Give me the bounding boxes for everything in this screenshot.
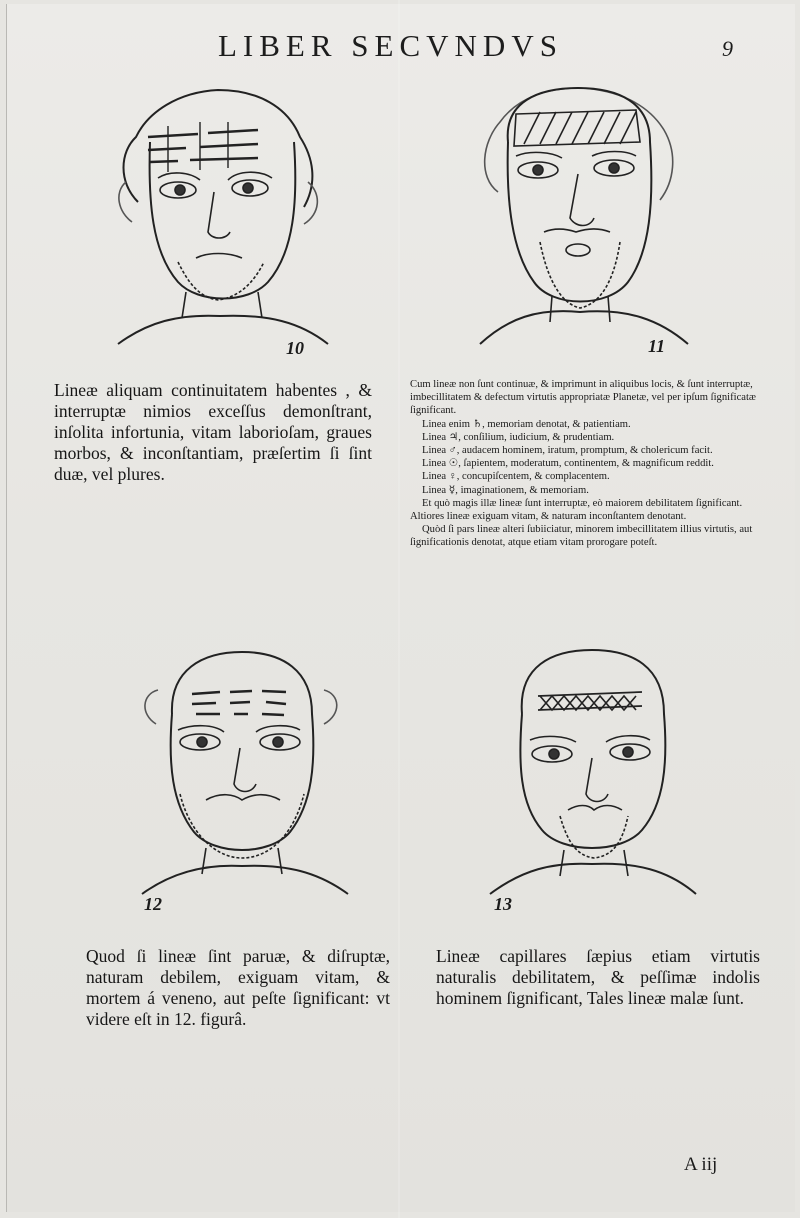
caption-paragraph: Linea ♃, conſilium, iudicium, & prudentiam. [422,431,615,443]
face-figure-13 [482,644,702,914]
figure-number-12: 12 [144,894,162,914]
face-illustration [482,644,702,906]
face-illustration [108,82,338,352]
face-illustration [468,82,698,352]
page-number: 9 [722,36,733,61]
caption-paragraph: Linea ☉, ſapientem, moderatum, continentem, & magnificum reddit. [422,458,714,470]
caption-text: Lineæ capillares ſæpius etiam virtutis naturalis debilitatem, & peſſimæ indolis hominem ſignificant, Tales lineæ malæ ſunt. [436,946,760,1008]
caption-figure-11 [410,378,762,550]
signature-mark: A iij [684,1154,718,1175]
figure-number-11: 11 [648,336,666,356]
caption-paragraph: Quòd ſi pars lineæ alteri ſubiiciatur, minorem imbecillitatem illius virtutis, aut ſignificationis denotat, atque etiam vitam prorogare poteſt. [410,524,753,549]
running-title: LIBER SECVNDVS [218,28,563,63]
caption-paragraph: Linea ♀, concupiſcentem, & complacentem. [422,471,610,483]
caption-figure-12 [86,946,390,1030]
face-figure-12 [136,644,356,914]
figure-number-10: 10 [286,338,304,358]
caption-paragraph: Linea enim ♄, memoriam denotat, & patientiam. [422,418,631,430]
caption-figure-10 [54,380,372,485]
page-crease [398,0,400,1218]
caption-paragraph: Linea ☿, imaginationem, & memoriam. [422,484,589,496]
caption-text: Quod ſi lineæ ſint paruæ, & diſruptæ, naturam debilem, exiguam vitam, & mortem á veneno, aut peſte ſignificant: vt videre eſt in 12. figurâ. [86,946,390,1029]
caption-figure-13 [436,946,760,1009]
face-illustration [136,644,356,904]
caption-paragraph: Et quò magis illæ lineæ ſunt interruptæ, eò maiorem debilitatem ſignificant. Altiores lineæ exiguam vitam, & naturam inconſtantem denotant. [410,497,743,523]
figure-number-13: 13 [494,894,512,914]
caption-paragraph: Linea ♂, audacem hominem, iratum, promptum, & cholericum facit. [422,445,713,457]
face-figure-10 [108,82,338,358]
face-figure-11 [468,82,698,356]
caption-paragraph: Cum lineæ non ſunt continuæ, & imprimunt in aliquibus locis, & ſunt interruptæ, imbecillitatem & defectum virtutis appropriatæ Planetæ, vel per ipſum ſignificatæ ſignificant. [410,379,756,417]
caption-text: Lineæ aliquam continuitatem habentes , & interruptæ nimios exceſſus demonſtrant, inſolita infortunia, vitam laborioſam, graues morbos, & inconſtantiam, præſertim ſi ſint duæ, vel plures. [54,380,372,484]
